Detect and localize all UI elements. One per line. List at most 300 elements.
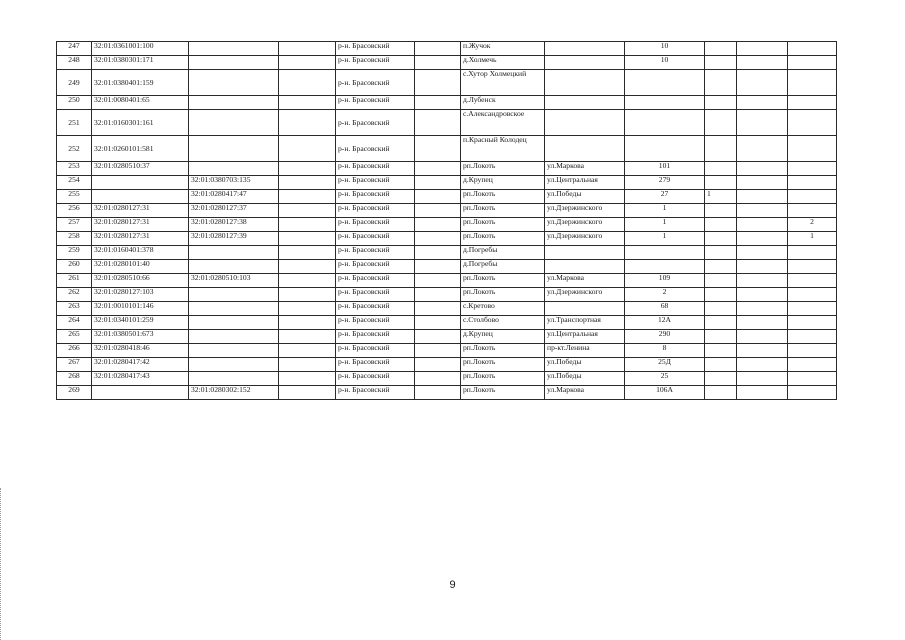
extra-cell [737,344,788,358]
table-row [57,246,837,260]
extra-cell [737,56,788,70]
locality-cell: с.Хутор Холмецкий [461,70,545,96]
extra-cell [788,162,837,176]
extra-cell: 2 [788,218,837,232]
table-row [57,288,837,302]
related-cadastral-number-cell [189,42,279,56]
related-cadastral-number-cell [189,136,279,162]
extra-cell [737,246,788,260]
related-cadastral-number-cell: 32:01:0280510:103 [189,274,279,288]
row-number-cell: 247 [57,42,92,56]
extra-cell [737,316,788,330]
cadastral-number-cell: 32:01:0380401:159 [92,70,189,96]
house-number-cell: 68 [625,302,705,316]
related-cadastral-number-cell: 32:01:0280127:38 [189,218,279,232]
cadastral-number-cell: 32:01:0260101:581 [92,136,189,162]
table-row [57,218,837,232]
related-cadastral-number-cell [189,110,279,136]
locality-cell: рп.Локоть [461,162,545,176]
empty-cell [415,56,461,70]
house-number-cell: 12А [625,316,705,330]
street-cell: ул.Победы [545,372,625,386]
cadastral-number-cell: 32:01:0340101:259 [92,316,189,330]
cadastral-number-cell [92,386,189,400]
table-row [57,372,837,386]
related-cadastral-number-cell [189,288,279,302]
empty-cell [415,246,461,260]
district-cell: р-н. Брасовский [336,136,415,162]
related-cadastral-number-cell: 32:01:0280127:39 [189,232,279,246]
related-cadastral-number-cell [189,330,279,344]
extra-cell [705,372,737,386]
cadastral-number-cell: 32:01:0010101:146 [92,302,189,316]
locality-cell: с.Столбово [461,316,545,330]
row-number-cell: 253 [57,162,92,176]
extra-cell [737,204,788,218]
locality-cell: п.Жучок [461,42,545,56]
extra-cell [705,386,737,400]
extra-cell [788,302,837,316]
house-number-cell [625,96,705,110]
extra-cell [737,358,788,372]
district-cell: р-н. Брасовский [336,274,415,288]
extra-cell [788,56,837,70]
row-number-cell: 256 [57,204,92,218]
street-cell: ул.Дзержинского [545,218,625,232]
street-cell: ул.Маркова [545,162,625,176]
district-cell: р-н. Брасовский [336,176,415,190]
row-number-cell: 252 [57,136,92,162]
empty-cell [415,386,461,400]
street-cell [545,136,625,162]
locality-cell: с.Александровское [461,110,545,136]
empty-cell [415,260,461,274]
extra-cell [737,136,788,162]
empty-cell [279,344,336,358]
extra-cell [737,330,788,344]
related-cadastral-number-cell [189,246,279,260]
extra-cell [788,204,837,218]
extra-cell [788,190,837,204]
district-cell: р-н. Брасовский [336,110,415,136]
row-number-cell: 259 [57,246,92,260]
row-number-cell: 260 [57,260,92,274]
cadastral-number-cell: 32:01:0380301:171 [92,56,189,70]
street-cell: ул.Маркова [545,386,625,400]
street-cell: ул.Дзержинского [545,204,625,218]
extra-cell: 1 [705,190,737,204]
extra-cell [705,232,737,246]
table-row [57,232,837,246]
cadastral-number-cell: 32:01:0160301:161 [92,110,189,136]
empty-cell [415,204,461,218]
extra-cell [737,288,788,302]
district-cell: р-н. Брасовский [336,218,415,232]
extra-cell [705,96,737,110]
extra-cell [705,204,737,218]
table-row [57,386,837,400]
empty-cell [279,274,336,288]
table-row [57,42,837,56]
cadastral-number-cell: 32:01:0380501:673 [92,330,189,344]
table-row [57,70,837,96]
house-number-cell [625,136,705,162]
related-cadastral-number-cell [189,302,279,316]
district-cell: р-н. Брасовский [336,56,415,70]
empty-cell [279,162,336,176]
street-cell [545,42,625,56]
street-cell: ул.Центральная [545,330,625,344]
extra-cell [705,302,737,316]
street-cell [545,96,625,110]
district-cell: р-н. Брасовский [336,162,415,176]
house-number-cell: 25Д [625,358,705,372]
cadastral-number-cell: 32:01:0280127:31 [92,204,189,218]
extra-cell [705,344,737,358]
empty-cell [415,232,461,246]
extra-cell [737,42,788,56]
empty-cell [415,136,461,162]
locality-cell: рп.Локоть [461,218,545,232]
empty-cell [415,372,461,386]
cadastral-number-cell [92,190,189,204]
locality-cell: д.Крупец [461,330,545,344]
cadastral-number-cell: 32:01:0280417:42 [92,358,189,372]
locality-cell: д.Холмечь [461,56,545,70]
related-cadastral-number-cell [189,162,279,176]
cadastral-number-cell: 32:01:0280510:66 [92,274,189,288]
district-cell: р-н. Брасовский [336,96,415,110]
extra-cell [705,110,737,136]
locality-cell: рп.Локоть [461,288,545,302]
related-cadastral-number-cell: 32:01:0280417:47 [189,190,279,204]
related-cadastral-number-cell [189,358,279,372]
locality-cell: д.Крупец [461,176,545,190]
row-number-cell: 263 [57,302,92,316]
extra-cell [737,96,788,110]
related-cadastral-number-cell [189,260,279,274]
extra-cell [788,358,837,372]
cadastral-number-cell: 32:01:0280417:43 [92,372,189,386]
extra-cell [705,316,737,330]
empty-cell [279,232,336,246]
cadastral-number-cell: 32:01:0280127:31 [92,218,189,232]
empty-cell [415,42,461,56]
street-cell: ул.Победы [545,190,625,204]
locality-cell: рп.Локоть [461,358,545,372]
empty-cell [279,288,336,302]
house-number-cell: 1 [625,218,705,232]
extra-cell [737,218,788,232]
cadastral-number-cell: 32:01:0080401:65 [92,96,189,110]
extra-cell [788,42,837,56]
extra-cell [788,316,837,330]
locality-cell: рп.Локоть [461,204,545,218]
empty-cell [415,274,461,288]
extra-cell [788,246,837,260]
locality-cell: д.Погребы [461,246,545,260]
locality-cell: рп.Локоть [461,232,545,246]
extra-cell [705,330,737,344]
cadastral-number-cell: 32:01:0280127:31 [92,232,189,246]
locality-cell: с.Кретово [461,302,545,316]
table-row [57,260,837,274]
district-cell: р-н. Брасовский [336,190,415,204]
empty-cell [415,218,461,232]
extra-cell [788,386,837,400]
related-cadastral-number-cell [189,344,279,358]
table-row [57,344,837,358]
house-number-cell: 1 [625,204,705,218]
extra-cell [705,288,737,302]
street-cell [545,56,625,70]
extra-cell [737,302,788,316]
extra-cell [788,372,837,386]
table-row [57,110,837,136]
empty-cell [415,316,461,330]
extra-cell [737,110,788,136]
district-cell: р-н. Брасовский [336,386,415,400]
house-number-cell: 1 [625,232,705,246]
extra-cell [705,274,737,288]
margin-mark [0,488,2,640]
related-cadastral-number-cell: 32:01:0380703:135 [189,176,279,190]
row-number-cell: 264 [57,316,92,330]
district-cell: р-н. Брасовский [336,344,415,358]
empty-cell [279,218,336,232]
table-row [57,162,837,176]
empty-cell [279,96,336,110]
empty-cell [415,176,461,190]
house-number-cell: 25 [625,372,705,386]
district-cell: р-н. Брасовский [336,70,415,96]
locality-cell: рп.Локоть [461,372,545,386]
row-number-cell: 251 [57,110,92,136]
empty-cell [415,110,461,136]
cadastral-number-cell: 32:01:0280101:40 [92,260,189,274]
extra-cell [737,70,788,96]
empty-cell [279,42,336,56]
empty-cell [279,386,336,400]
locality-cell: рп.Локоть [461,190,545,204]
row-number-cell: 249 [57,70,92,96]
street-cell [545,110,625,136]
row-number-cell: 262 [57,288,92,302]
row-number-cell: 258 [57,232,92,246]
table-row [57,176,837,190]
row-number-cell: 265 [57,330,92,344]
locality-cell: д.Погребы [461,260,545,274]
house-number-cell: 101 [625,162,705,176]
extra-cell [705,260,737,274]
extra-cell [705,56,737,70]
empty-cell [415,330,461,344]
row-number-cell: 266 [57,344,92,358]
district-cell: р-н. Брасовский [336,42,415,56]
house-number-cell [625,246,705,260]
table-row [57,316,837,330]
extra-cell [737,372,788,386]
related-cadastral-number-cell [189,70,279,96]
row-number-cell: 250 [57,96,92,110]
empty-cell [415,288,461,302]
extra-cell [788,136,837,162]
locality-cell: рп.Локоть [461,274,545,288]
row-number-cell: 268 [57,372,92,386]
empty-cell [279,358,336,372]
table-row [57,136,837,162]
extra-cell [705,42,737,56]
extra-cell [788,288,837,302]
house-number-cell: 10 [625,56,705,70]
house-number-cell: 290 [625,330,705,344]
street-cell: ул.Центральная [545,176,625,190]
empty-cell [415,96,461,110]
street-cell: пр-кт.Ленина [545,344,625,358]
empty-cell [279,316,336,330]
district-cell: р-н. Брасовский [336,372,415,386]
street-cell [545,302,625,316]
extra-cell [788,110,837,136]
extra-cell [737,162,788,176]
house-number-cell: 279 [625,176,705,190]
page-number: 9 [449,579,456,591]
district-cell: р-н. Брасовский [336,288,415,302]
row-number-cell: 255 [57,190,92,204]
row-number-cell: 248 [57,56,92,70]
row-number-cell: 254 [57,176,92,190]
empty-cell [279,330,336,344]
empty-cell [279,176,336,190]
extra-cell [705,358,737,372]
extra-cell: 1 [788,232,837,246]
locality-cell: рп.Локоть [461,386,545,400]
extra-cell [788,330,837,344]
extra-cell [788,344,837,358]
empty-cell [415,70,461,96]
cadastral-number-cell: 32:01:0280510:37 [92,162,189,176]
cadastral-number-cell: 32:01:0160401:378 [92,246,189,260]
extra-cell [737,260,788,274]
street-cell: ул.Дзержинского [545,288,625,302]
row-number-cell: 261 [57,274,92,288]
property-registry-table [56,41,837,400]
extra-cell [788,70,837,96]
extra-cell [737,190,788,204]
extra-cell [737,386,788,400]
related-cadastral-number-cell [189,96,279,110]
house-number-cell: 109 [625,274,705,288]
extra-cell [788,260,837,274]
house-number-cell: 8 [625,344,705,358]
table-row [57,274,837,288]
house-number-cell [625,70,705,96]
related-cadastral-number-cell [189,56,279,70]
street-cell [545,70,625,96]
district-cell: р-н. Брасовский [336,330,415,344]
extra-cell [737,176,788,190]
street-cell [545,246,625,260]
empty-cell [415,358,461,372]
cadastral-number-cell [92,176,189,190]
extra-cell [705,136,737,162]
empty-cell [415,302,461,316]
empty-cell [279,204,336,218]
district-cell: р-н. Брасовский [336,260,415,274]
related-cadastral-number-cell: 32:01:0280127:37 [189,204,279,218]
empty-cell [415,162,461,176]
extra-cell [705,218,737,232]
street-cell: ул.Маркова [545,274,625,288]
house-number-cell: 2 [625,288,705,302]
extra-cell [737,232,788,246]
empty-cell [279,110,336,136]
district-cell: р-н. Брасовский [336,232,415,246]
district-cell: р-н. Брасовский [336,302,415,316]
extra-cell [705,246,737,260]
locality-cell: рп.Локоть [461,344,545,358]
table-row [57,204,837,218]
extra-cell [705,176,737,190]
empty-cell [279,260,336,274]
row-number-cell: 267 [57,358,92,372]
empty-cell [279,246,336,260]
house-number-cell [625,110,705,136]
empty-cell [279,190,336,204]
table-row [57,56,837,70]
empty-cell [279,56,336,70]
locality-cell: п.Красный Колодец [461,136,545,162]
district-cell: р-н. Брасовский [336,358,415,372]
empty-cell [279,70,336,96]
house-number-cell: 27 [625,190,705,204]
table-row [57,190,837,204]
house-number-cell [625,260,705,274]
empty-cell [415,344,461,358]
related-cadastral-number-cell [189,316,279,330]
cadastral-number-cell: 32:01:0361001:100 [92,42,189,56]
house-number-cell: 10 [625,42,705,56]
row-number-cell: 269 [57,386,92,400]
empty-cell [415,190,461,204]
extra-cell [705,162,737,176]
empty-cell [279,302,336,316]
extra-cell [737,274,788,288]
district-cell: р-н. Брасовский [336,204,415,218]
table-row [57,302,837,316]
extra-cell [788,176,837,190]
extra-cell [788,274,837,288]
table-row [57,358,837,372]
street-cell: ул.Победы [545,358,625,372]
street-cell: ул.Дзержинского [545,232,625,246]
locality-cell: д.Лубенск [461,96,545,110]
house-number-cell: 106А [625,386,705,400]
extra-cell [788,96,837,110]
empty-cell [279,372,336,386]
empty-cell [279,136,336,162]
extra-cell [705,70,737,96]
cadastral-number-cell: 32:01:0280127:103 [92,288,189,302]
registry-body [57,42,837,400]
related-cadastral-number-cell [189,372,279,386]
street-cell: ул.Транспортная [545,316,625,330]
row-number-cell: 257 [57,218,92,232]
table-row [57,96,837,110]
cadastral-number-cell: 32:01:0280418:46 [92,344,189,358]
district-cell: р-н. Брасовский [336,246,415,260]
related-cadastral-number-cell: 32:01:0280302:152 [189,386,279,400]
